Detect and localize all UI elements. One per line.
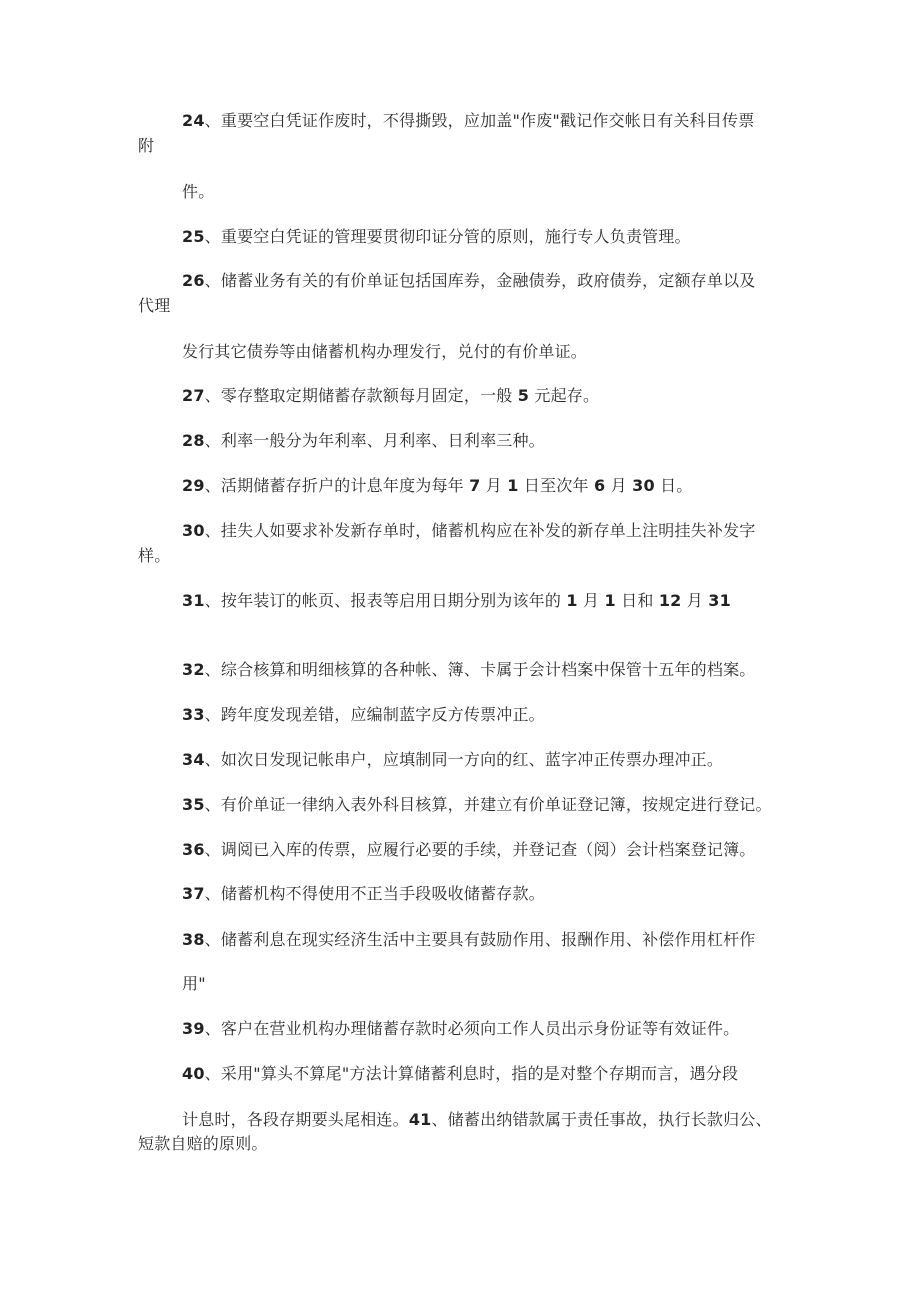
item-number: 39	[182, 1019, 205, 1038]
item-number: 38	[182, 930, 205, 949]
item-number: 30	[182, 521, 205, 540]
item-number: 33	[182, 705, 205, 724]
item-number: 32	[182, 660, 205, 679]
item-number: 27	[182, 386, 205, 405]
item-number: 36	[182, 840, 205, 859]
item-text: 、客户在营业机构办理储蓄存款时必须向工作人员出示身份证等有效证件。	[204, 1019, 740, 1038]
item-27: 27、零存整取定期储蓄存款额每月固定，一般 5 元起存。	[182, 386, 600, 405]
item-text: 、重要空白凭证作废时，不得撕毁，应加盖"作废"戳记作交帐日有关科目传票	[204, 111, 755, 130]
item-39	[182, 1019, 739, 1039]
item-text: 、如次日发现记帐串户，应填制同一方向的红、蓝字冲正传票办理冲正。	[204, 750, 724, 769]
item-38-line-2: 用"	[182, 974, 206, 993]
item-number: 40	[182, 1064, 205, 1083]
item-30-line-2: 样。	[138, 546, 171, 565]
item-41-line-2: 短款自赔的原则。	[138, 1134, 268, 1153]
item-text: 、有价单证一律纳入表外科目核算，并建立有价单证登记簿，按规定进行登记。	[204, 795, 772, 814]
item-28	[182, 431, 545, 451]
item-24-line-2: 附	[138, 136, 155, 155]
item-34	[182, 750, 723, 770]
item-24-line-1	[182, 111, 754, 131]
item-number: 41	[408, 1110, 432, 1129]
item-text: 、利率一般分为年利率、月利率、日利率三种。	[204, 431, 545, 450]
item-number: 31	[182, 591, 205, 610]
item-35	[182, 795, 772, 815]
item-29: 29、活期储蓄存折户的计息年度为每年 7 月 1 日至次年 6 月 30 日。	[182, 476, 693, 495]
item-25	[182, 227, 691, 247]
item-26-line-2: 代理	[138, 296, 171, 315]
item-number: 34	[182, 750, 205, 769]
item-24-line-3: 件。	[182, 182, 215, 201]
item-text: 、挂失人如要求补发新存单时，储蓄机构应在补发的新存单上注明挂失补发字	[204, 521, 756, 540]
item-32	[182, 660, 755, 680]
item-text: 、储蓄利息在现实经济生活中主要具有鼓励作用、报酬作用、补偿作用杠杆作	[204, 930, 756, 949]
item-26-line-1	[182, 271, 755, 291]
item-number: 37	[182, 884, 205, 903]
item-31: 31、按年装订的帐页、报表等启用日期分别为该年的 1 月 1 日和 12 月 31	[182, 591, 731, 610]
item-number: 29	[182, 476, 205, 495]
item-text: 、调阅已入库的传票，应履行必要的手续，并登记查（阅）会计档案登记簿。	[204, 840, 756, 859]
item-number: 24	[182, 111, 205, 130]
item-30-line-1	[182, 521, 755, 541]
item-number: 35	[182, 795, 205, 814]
item-38-line-1	[182, 930, 755, 950]
item-text: 、储蓄机构不得使用不正当手段吸收储蓄存款。	[204, 884, 545, 903]
item-37	[182, 884, 545, 904]
item-text: 、采用"算头不算尾"方法计算储蓄利息时，指的是对整个存期而言，遇分段	[204, 1064, 739, 1083]
item-26-line-3: 发行其它债券等由储蓄机构办理发行，兑付的有价单证。	[182, 342, 588, 361]
item-text: 、跨年度发现差错，应编制蓝字反方传票冲正。	[204, 705, 545, 724]
item-36	[182, 840, 755, 860]
item-33	[182, 705, 545, 725]
item-40-41-line: 计息时，各段存期要头尾相连。41、储蓄出纳错款属于责任事故，执行长款归公、	[182, 1110, 772, 1129]
item-number: 26	[182, 271, 205, 290]
item-text: 、重要空白凭证的管理要贯彻印证分管的原则，施行专人负责管理。	[204, 227, 691, 246]
item-number: 25	[182, 227, 205, 246]
item-40-line-1	[182, 1064, 738, 1084]
item-text: 、综合核算和明细核算的各种帐、簿、卡属于会计档案中保管十五年的档案。	[204, 660, 756, 679]
item-text: 、储蓄业务有关的有价单证包括国库券，金融债券，政府债券，定额存单以及	[204, 271, 756, 290]
item-number: 28	[182, 431, 205, 450]
